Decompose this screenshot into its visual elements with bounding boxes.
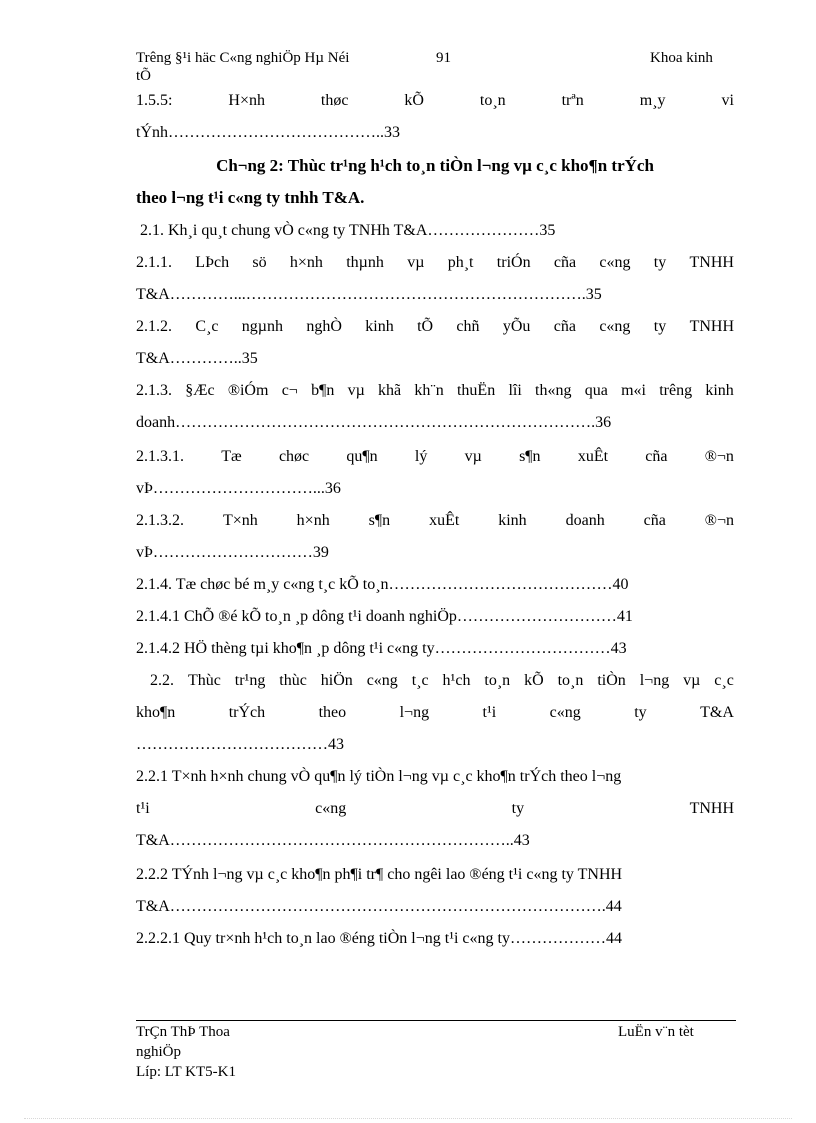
toc-word: 2.1.3.2.	[136, 512, 184, 529]
toc-word: to¸n	[557, 672, 584, 689]
toc-word: t¹i	[482, 704, 497, 721]
toc-word: ®iÓm	[227, 382, 269, 399]
toc-word: kÕ	[404, 92, 424, 109]
toc-word: m¸y	[639, 92, 666, 109]
toc-word: ty	[653, 254, 667, 271]
toc-entry-2-2-line2	[136, 704, 734, 722]
toc-word: xuÊt	[429, 512, 460, 529]
toc-word: ty	[511, 800, 525, 817]
toc-word: T&A	[700, 704, 734, 721]
toc-word: triÓn	[496, 254, 531, 271]
toc-word: vµ	[683, 672, 701, 689]
toc-word: §Æc	[185, 382, 215, 399]
toc-word: sö	[252, 254, 267, 271]
toc-word: h×nh	[289, 254, 323, 271]
toc-word: cña	[553, 318, 576, 335]
toc-word: T×nh	[222, 512, 258, 529]
toc-word: t¹i	[136, 800, 150, 817]
toc-entry-2-2-1-cont: T&A………………………………………………………..43	[136, 832, 530, 849]
toc-entry-2-2-2-cont: T&A……………………………………………………………………….44	[136, 898, 622, 915]
toc-entry-2-1-3-cont: doanh…………………………………………………………………….36	[136, 414, 612, 431]
footer-rule	[136, 1020, 736, 1021]
header-faculty-cont: tÕ	[136, 68, 151, 84]
toc-entry-2-1-1	[136, 254, 734, 272]
toc-word: lîi	[508, 382, 522, 399]
toc-word: lý	[414, 448, 428, 465]
toc-word: ®¬n	[704, 448, 734, 465]
toc-word: c«ng	[549, 704, 581, 721]
header-school: Trêng §¹i häc C«ng nghiÖp Hµ Néi	[136, 50, 350, 66]
toc-entry-2-2-1-line2	[136, 800, 734, 818]
toc-word: TNHH	[689, 800, 734, 817]
chapter-title: Ch¬ng 2: Thùc tr¹ng h¹ch to¸n tiÒn l¬ng vµ c¸c kho¶n trÝch	[216, 156, 654, 175]
toc-entry-2-1-3-1-cont: vÞ…………………………...36	[136, 480, 341, 497]
toc-entry-2-1: 2.1. Kh¸i qu¸t chung vÒ c«ng ty TNHh T&A…………………35	[140, 222, 556, 239]
toc-word: c«ng	[366, 672, 398, 689]
toc-entry-2-1-2-cont: T&A…………..35	[136, 350, 258, 367]
toc-word: 2.1.3.1.	[136, 448, 184, 465]
toc-word: TNHH	[689, 254, 734, 271]
toc-word: 2.1.2.	[136, 318, 172, 335]
toc-word: 2.1.1.	[136, 254, 172, 271]
toc-entry-2-1-3	[136, 382, 734, 400]
toc-entry-1-5-5-cont: tÝnh…………………………………..33	[136, 124, 400, 141]
toc-word: vµ	[407, 254, 425, 271]
toc-word: cña	[645, 448, 668, 465]
toc-word: c«ng	[599, 254, 631, 271]
toc-word: ngµnh	[241, 318, 284, 335]
toc-entry-2-2-1: 2.2.1 T×nh h×nh chung vÒ qu¶n lý tiÒn l¬ng vµ c¸c kho¶n trÝch theo l¬ng	[136, 768, 622, 785]
toc-word: l¬ng	[399, 704, 430, 721]
page-edge-rule	[24, 1118, 792, 1119]
toc-word: qu¶n	[346, 448, 378, 465]
toc-word: vµ	[347, 382, 365, 399]
toc-word: Thùc	[187, 672, 221, 689]
header-page-number: 91	[436, 50, 451, 66]
toc-word: c«ng	[315, 800, 347, 817]
toc-word: c¸c	[714, 672, 734, 689]
footer-doc-type-cont: nghiÖp	[136, 1044, 181, 1060]
footer-class: Líp: LT KT5-K1	[136, 1064, 236, 1080]
toc-entry-2-2-2-1: 2.2.2.1 Quy tr×nh h¹ch to¸n lao ®éng tiÒn l¬ng t¹i c«ng ty………………44	[136, 930, 622, 947]
toc-word: khã	[378, 382, 402, 399]
toc-word: th«ng	[535, 382, 572, 399]
toc-entry-2-2-cont: ………………………………43	[136, 736, 344, 753]
toc-word: kinh	[365, 318, 394, 335]
toc-entry-2-1-4: 2.1.4. Tæ chøc bé m¸y c«ng t¸c kÕ to¸n……………………………………40	[136, 576, 629, 593]
footer-author: TrÇn ThÞ Thoa	[136, 1024, 230, 1040]
toc-entry-2-2	[150, 672, 734, 690]
toc-entry-2-1-2	[136, 318, 734, 336]
toc-word: H×nh	[228, 92, 265, 109]
toc-word: C¸c	[195, 318, 219, 335]
toc-word: LÞch	[195, 254, 230, 271]
toc-word: TNHH	[689, 318, 734, 335]
toc-word: to¸n	[479, 92, 506, 109]
toc-word: kÕ	[524, 672, 544, 689]
toc-word: b¶n	[311, 382, 335, 399]
toc-entry-2-1-4-1: 2.1.4.1 ChÕ ®é kÕ to¸n ¸p dông t¹i doanh nghiÖp…………………………41	[136, 608, 633, 625]
toc-word: qua	[584, 382, 608, 399]
toc-word: yÕu	[502, 318, 531, 335]
chapter-title-cont: theo l¬ng t¹i c«ng ty tnhh T&A.	[136, 188, 365, 207]
toc-word: m«i	[621, 382, 646, 399]
toc-word: vµ	[464, 448, 482, 465]
toc-word: trªn	[561, 92, 584, 109]
toc-word: tÕ	[417, 318, 434, 335]
toc-word: t¸c	[411, 672, 429, 689]
toc-entry-2-1-1-cont: T&A…………...……………………………………………………….35	[136, 286, 602, 303]
toc-word: cña	[643, 512, 666, 529]
toc-word: hiÖn	[320, 672, 353, 689]
toc-word: ty	[634, 704, 647, 721]
toc-word: kinh	[498, 512, 527, 529]
toc-word: Tæ	[221, 448, 242, 465]
toc-entry-2-1-3-1	[136, 448, 734, 466]
toc-word: kho¶n	[136, 704, 176, 721]
toc-word: chøc	[278, 448, 310, 465]
toc-word: h¹ch	[442, 672, 471, 689]
toc-word: 2.1.3.	[136, 382, 172, 399]
toc-word: c¬	[281, 382, 298, 399]
toc-word: kh¨n	[414, 382, 444, 399]
toc-entry-2-1-3-2-cont: vÞ…………………………39	[136, 544, 329, 561]
toc-word: xuÊt	[577, 448, 609, 465]
toc-word: ph¸t	[447, 254, 474, 271]
toc-word: tr¹ng	[234, 672, 266, 689]
toc-word: kinh	[705, 382, 734, 399]
toc-word: to¸n	[484, 672, 511, 689]
toc-word: s¶n	[519, 448, 541, 465]
toc-word: ®¬n	[704, 512, 734, 529]
footer-doc-type: LuËn v¨n tèt	[618, 1024, 694, 1040]
toc-word: chñ	[456, 318, 480, 335]
toc-word: doanh	[565, 512, 605, 529]
toc-word: thøc	[320, 92, 349, 109]
toc-word: 2.2.	[150, 672, 174, 689]
header-faculty: Khoa kinh	[650, 50, 713, 66]
toc-word: c«ng	[599, 318, 631, 335]
toc-entry-2-2-2: 2.2.2 TÝnh l¬ng vµ c¸c kho¶n ph¶i tr¶ cho ngêi lao ®éng t¹i c«ng ty TNHH	[136, 866, 623, 883]
toc-word: tiÒn	[597, 672, 626, 689]
toc-word: nghÒ	[306, 318, 342, 335]
toc-word: vi	[721, 92, 734, 109]
toc-word: h×nh	[296, 512, 330, 529]
toc-word: 1.5.5:	[136, 92, 173, 109]
toc-word: thµnh	[346, 254, 384, 271]
toc-word: trêng	[659, 382, 693, 399]
toc-entry-2-1-4-2: 2.1.4.2 HÖ thèng tµi kho¶n ¸p dông t¹i c«ng ty……………………………43	[136, 640, 627, 657]
toc-word: theo	[318, 704, 347, 721]
toc-entry-1-5-5	[136, 92, 734, 110]
toc-word: ty	[653, 318, 667, 335]
toc-word: s¶n	[368, 512, 391, 529]
toc-word: cña	[553, 254, 577, 271]
toc-word: trÝch	[228, 704, 266, 721]
toc-word: thùc	[279, 672, 307, 689]
toc-word: l¬ng	[639, 672, 670, 689]
toc-entry-2-1-3-2	[136, 512, 734, 530]
toc-word: thuËn	[456, 382, 496, 399]
